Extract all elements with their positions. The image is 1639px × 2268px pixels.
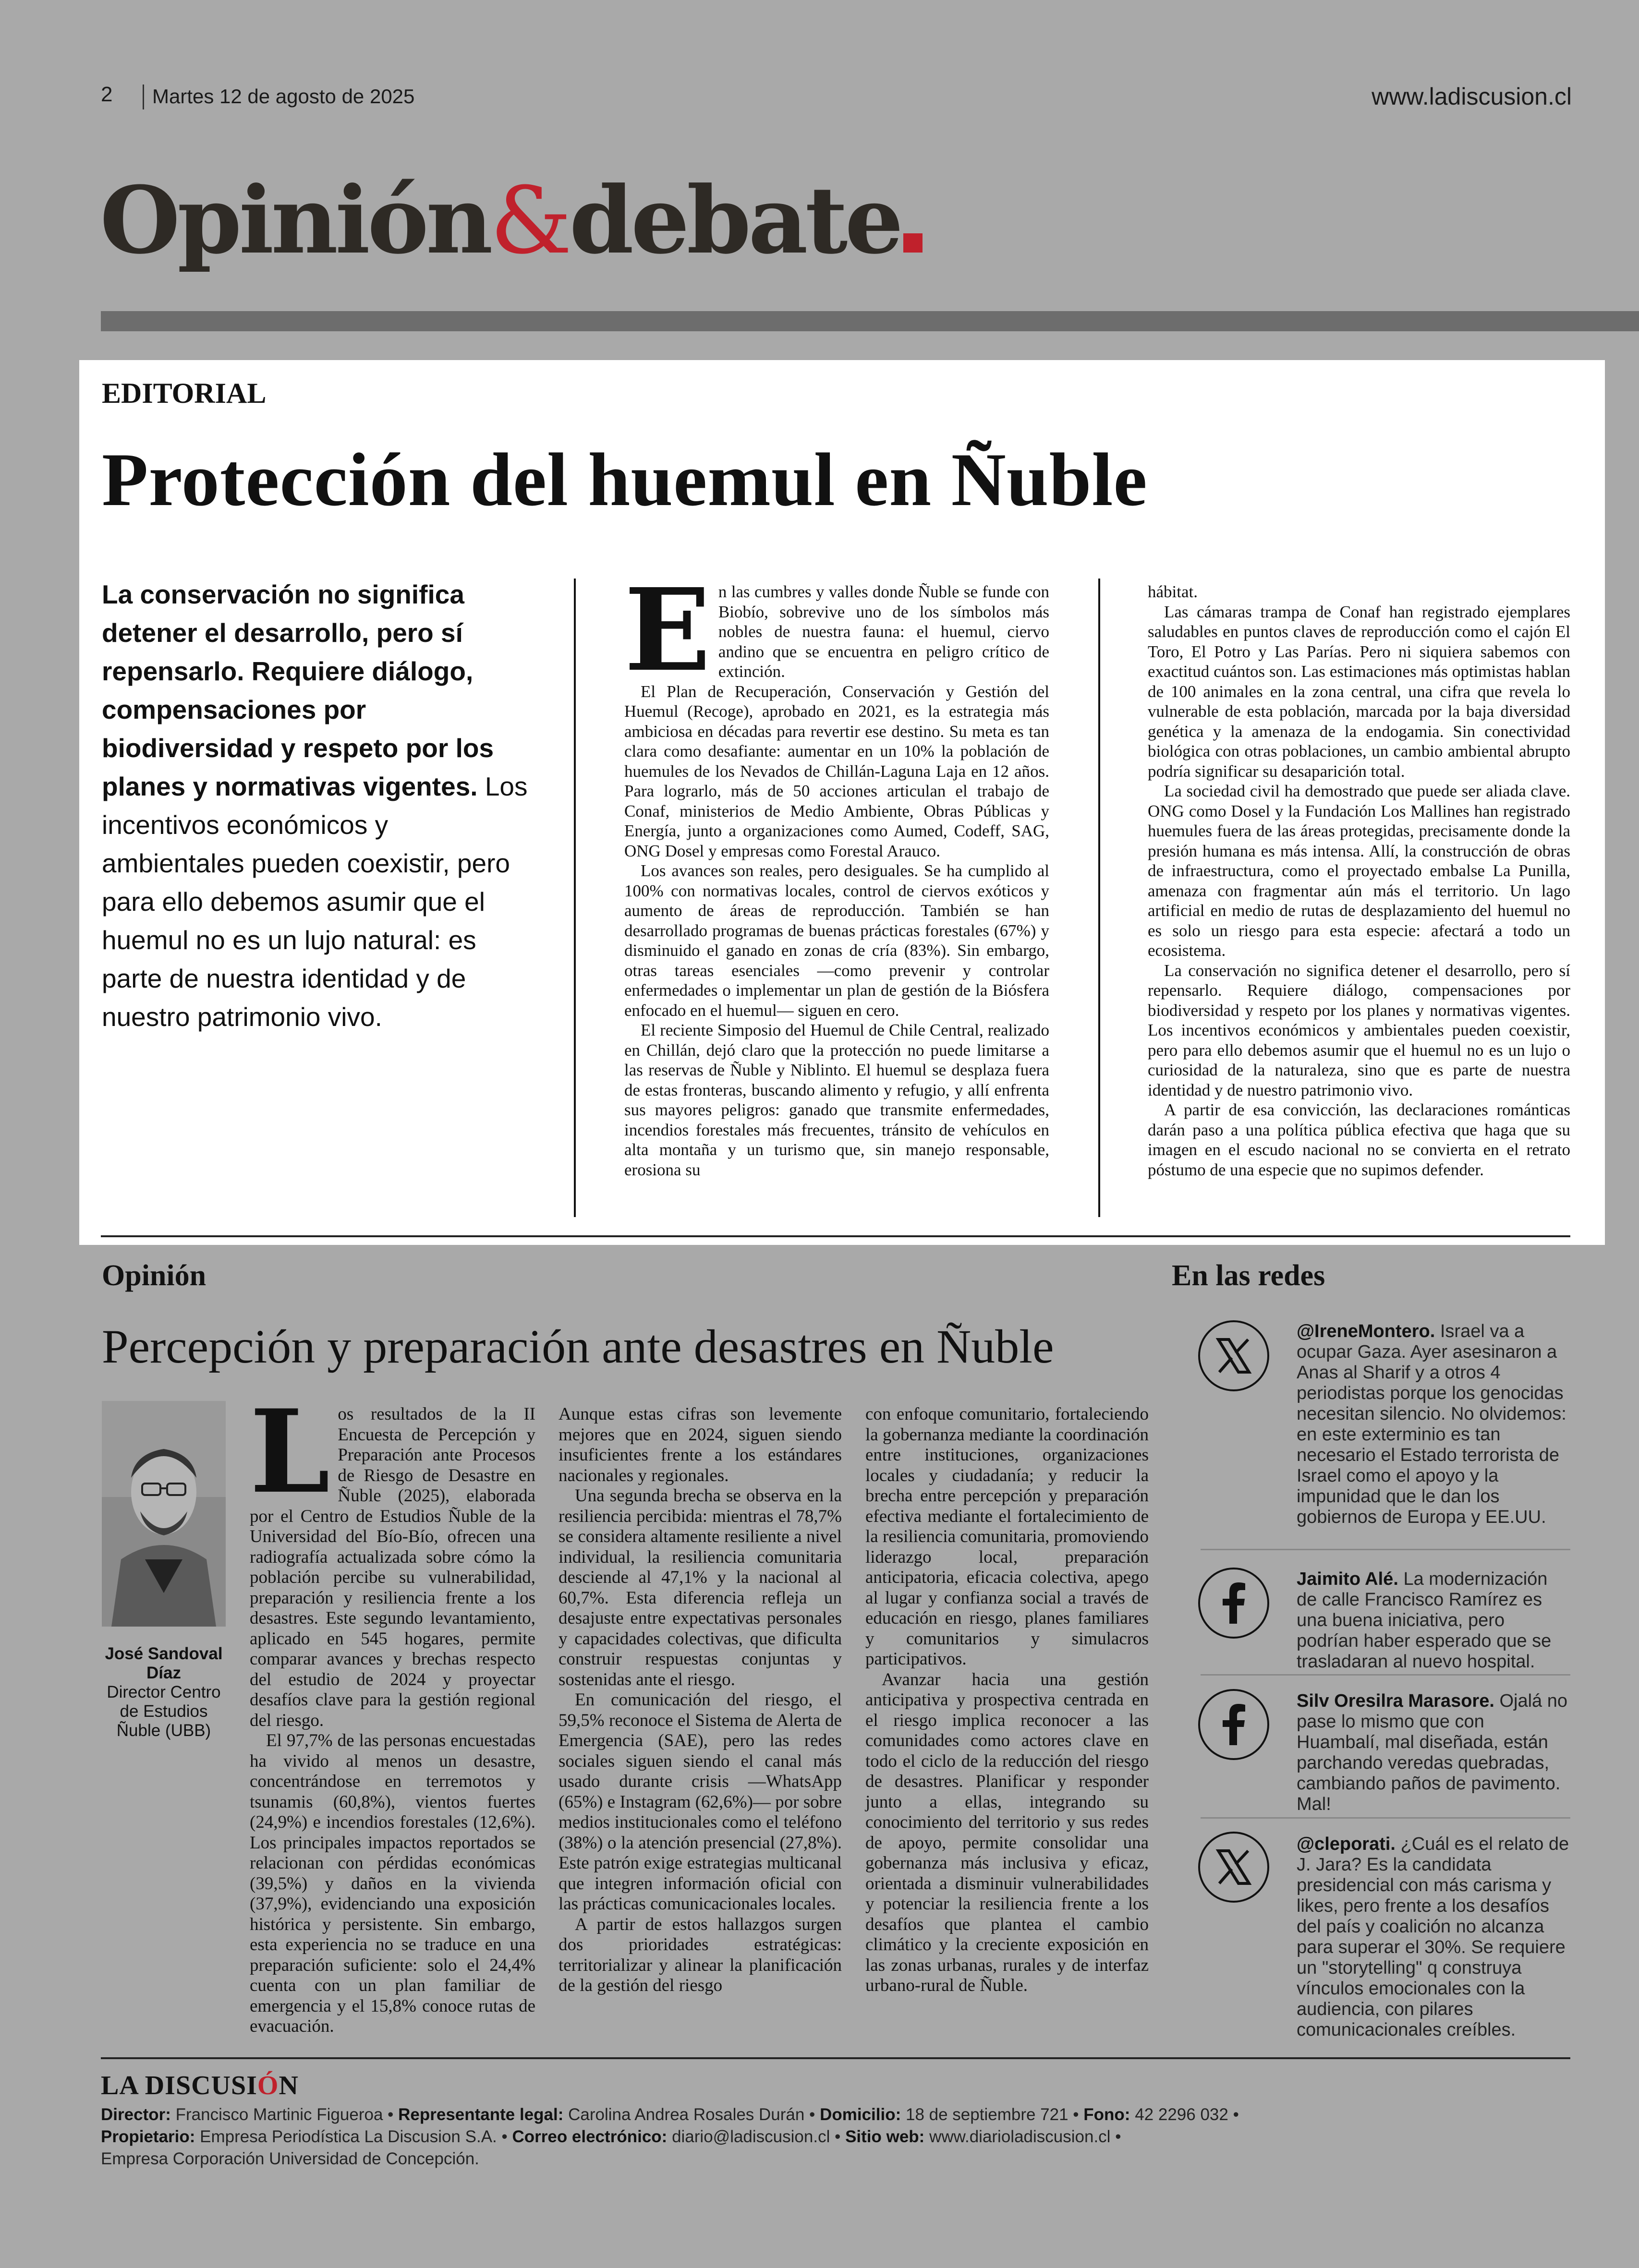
facebook-glyph: [1217, 1581, 1250, 1625]
author-photo-illustration: [102, 1401, 226, 1627]
footer-rule: [101, 2057, 1570, 2059]
editorial-kicker: EDITORIAL: [102, 377, 267, 409]
editorial-column-1: [624, 563, 1049, 1180]
footer-value: 42 2296 032: [1135, 2105, 1228, 2124]
editorial-paragraph: Las cámaras trampa de Conaf han registrado ejemplares saludables en puntos claves de reproducción como el cajón El Toro, El Potro y Las Parías. Pero ni siquiera sabemos con exactitud cuántos son. Las estimaciones más optimistas hablan de 100 animales en la zona central, una cifra que revela lo vulnerable de esta población, marcada por la baja diversidad genética y la amenaza de la endogamia. Sin conectividad biológica con otras poblaciones, un cambio ambiental abrupto podría significar su desaparición total.: [1148, 602, 1570, 781]
editorial-dropcap: E: [624, 563, 711, 697]
author-name: José Sandoval Díaz: [105, 1644, 223, 1682]
section-title-part1: Opinión: [100, 167, 490, 275]
header-divider: [143, 84, 144, 109]
social-post: [1297, 1691, 1570, 1815]
section-bar: [101, 311, 1639, 331]
social-post-text: Israel va a ocupar Gaza. Ayer asesinaron a Anas al Sharif y a otros 4 periodistas porque los genocidas necesitan silencio. No olvidemos: en este exterminio es tan necesario el Estado terrorista de Israel como el apoyo y la impunidad que le dan los gobiernos de Europa y EE.UU.: [1297, 1321, 1566, 1527]
footer-label: Sitio web:: [845, 2127, 925, 2146]
website-link[interactable]: www.ladiscusion.cl: [1372, 83, 1572, 110]
opinion-paragraph: con enfoque comunitario, fortaleciendo la gobernanza mediante la coordinación entre instituciones, organizaciones locales y ciudadanía; y reducir la brecha entre percepción y preparación efectiva mediante el fortalecimiento de la resiliencia comunitaria, promoviendo liderazgo local, preparación anticipatoria, eficacia colectiva, apego al lugar y confianza social a través de educación en riesgo, planes familiares y comunitarios y simulacros participativos.: [865, 1404, 1149, 1669]
social-post: [1297, 1834, 1570, 2040]
editorial-column-rule-2: [1098, 579, 1100, 1217]
section-title-ampersand: &: [490, 168, 570, 275]
x-logo-glyph: [1214, 1848, 1253, 1886]
editorial-title: Protección del huemul en Ñuble: [102, 438, 1148, 522]
author-photo: [102, 1401, 226, 1627]
facebook-icon[interactable]: [1198, 1689, 1269, 1760]
x-logo-glyph: [1214, 1337, 1253, 1375]
social-heading: En las redes: [1172, 1259, 1325, 1292]
author-role: Director Centro de Estudios Ñuble (UBB): [107, 1683, 221, 1740]
social-post-user[interactable]: @IreneMontero.: [1297, 1321, 1435, 1341]
editorial-lede-regular: Los incentivos económicos y ambientales pueden coexistir, pero para ello debemos asumir que el huemul no es un lujo natural: es parte de nuestra identidad y de nuestro patrimonio vivo.: [102, 772, 528, 1032]
editorial-bottom-rule: [101, 1235, 1570, 1237]
footer-label: Director:: [101, 2105, 171, 2124]
footer-email[interactable]: diario@ladiscusion.cl: [672, 2127, 830, 2146]
editorial-paragraph: El reciente Simposio del Huemul de Chile Central, realizado en Chillán, dejó claro que la protección no puede limitarse a las reservas de Ñuble y Niblinto. El huemul se desplaza fuera de estas fronteras, buscando alimento y refugio, y allí enfrenta sus mayores peligros: ganado que transmite enfermedades, incendios forestales más frecuentes, tránsito de vehículos en alta montaña y un turismo que, sin manejo responsable, erosiona su: [624, 1021, 1049, 1179]
opinion-paragraph: Aunque estas cifras son levemente mejores que en 2024, siguen siendo insuficientes frente a los estándares nacionales y regionales.: [558, 1404, 842, 1485]
social-post: [1297, 1321, 1570, 1528]
editorial-paragraph: A partir de esa convicción, las declaraciones románticas darán paso a una política pública efectiva que haga que su imagen en el escudo nacional no se convierta en el retrato póstumo de una especie que no supimos defender.: [1148, 1100, 1570, 1179]
social-post-user[interactable]: Silv Oresilra Marasore.: [1297, 1691, 1494, 1711]
social-post-text: La modernización de calle Francisco Ramírez es una buena iniciativa, pero podrían haber esperado que se trasladaran al nuevo hospital.: [1297, 1569, 1552, 1672]
x-logo-icon[interactable]: [1198, 1832, 1269, 1903]
opinion-paragraph: Avanzar hacia una gestión anticipativa y prospectiva centrada en el riesgo implica reconocer a las comunidades como actores clave en todo el ciclo de la reducción del riesgo de desastres. Planificar y responder junto a ellas, integrando su conocimiento del territorio y sus redes de apoyo, permite consolidar una gobernanza más inclusiva y eficaz, orientada a disminuir vulnerabilidades y potenciar la resiliencia frente a los desafíos que plantea el cambio climático y la creciente exposición en las zonas urbanas, rurales y de interfaz urbano-rural de Ñuble.: [865, 1669, 1149, 1995]
facebook-icon[interactable]: [1198, 1568, 1269, 1639]
footer-label: Propietario:: [101, 2127, 195, 2146]
logo-text: LA DISCUSI: [101, 2071, 257, 2100]
editorial-column-rule-1: [574, 579, 576, 1217]
opinion-title: Percepción y preparación ante desastres en Ñuble: [102, 1320, 1054, 1373]
footer-label: Domicilio:: [820, 2105, 901, 2124]
opinion-paragraph: A partir de estos hallazgos surgen dos prioridades estratégicas: territorializar y alinear la planificación de la gestión del riesgo: [558, 1914, 842, 1995]
social-post-user[interactable]: Jaimito Alé.: [1297, 1569, 1398, 1589]
footer-label: Fono:: [1083, 2105, 1130, 2124]
author-byline: [96, 1644, 231, 1740]
x-logo-icon[interactable]: [1198, 1320, 1269, 1391]
footer-value: 18 de septiembre 721: [906, 2105, 1068, 2124]
footer-credits: [101, 2104, 1590, 2170]
editorial-column-2: [1148, 582, 1570, 1180]
editorial-paragraph: La conservación no significa detener el desarrollo, pero sí repensarlo. Requiere diálogo, compensaciones por biodiversidad y respeto por los planes y normativas vigentes. Los incentivos económicos y ambientales pueden coexistir, pero para ello debemos asumir que el huemul no es un lujo o curiosidad de la naturaleza, sino que es parte de nuestra identidad y de nuestro patrimonio vivo.: [1148, 961, 1570, 1099]
social-post: [1297, 1569, 1570, 1672]
opinion-paragraph: En comunicación del riesgo, el 59,5% reconoce el Sistema de Alerta de Emergencia (SAE), pero las redes sociales siguen siendo el canal más usado durante crisis —WhatsApp (65%) e Instagram (62,6%)— por sobre medios institucionales como el teléfono (38%) o la atención presencial (27,8%). Este patrón exige estrategias multicanal que integren información oficial con las prácticas comunicacionales locales.: [558, 1690, 842, 1914]
page-number: 2: [101, 83, 113, 106]
footer-label: Representante legal:: [398, 2105, 564, 2124]
opinion-column-2: [558, 1404, 842, 1996]
section-title: [100, 166, 923, 277]
opinion-paragraph: os resultados de la II Encuesta de Percepción y Preparación ante Procesos de Riesgo de Desastre en Ñuble (2025), elaborada por el Centro de Estudios Ñuble de la Universidad del Bío-Bío, ofrecen una radiografía actualizada sobre cómo la población percibe su vulnerabilidad, preparación y resiliencia frente a los desastres. Este segundo levantamiento, aplicado en 545 hogares, permite comparar avances y brechas respecto del estudio de 2024 y proyectar desafíos clave para la gestión regional del riesgo.: [250, 1404, 535, 1730]
footer-value: Empresa Periodística La Discusion S.A.: [200, 2127, 497, 2146]
footer-line-2: Propietario: Empresa Periodística La Discusion S.A. • Correo electrónico: diario@ladiscusion.cl • Sitio web: www.diarioladiscusion.cl •: [101, 2127, 1121, 2146]
footer-line-1: Director: Francisco Martinic Figueroa • Representante legal: Carolina Andrea Rosales Durán • Domicilio: 18 de septiembre 721 • Fono: 42 2296 032 •: [101, 2105, 1239, 2124]
opinion-column-1: [250, 1385, 535, 2037]
newspaper-logo: [101, 2070, 299, 2101]
opinion-dropcap: L: [250, 1385, 330, 1519]
footer-label: Correo electrónico:: [512, 2127, 668, 2146]
section-title-red-dot: [903, 233, 923, 253]
issue-date: Martes 12 de agosto de 2025: [152, 85, 415, 108]
section-title-part2: debate: [569, 167, 901, 275]
editorial-paragraph: hábitat.: [1148, 582, 1198, 601]
footer-value: Carolina Andrea Rosales Durán: [568, 2105, 805, 2124]
footer-website[interactable]: www.diarioladiscusion.cl: [929, 2127, 1111, 2146]
social-post-user[interactable]: @cleporati.: [1297, 1834, 1396, 1854]
social-divider: [1201, 1817, 1570, 1819]
social-divider: [1201, 1674, 1570, 1676]
editorial-paragraph: El Plan de Recuperación, Conservación y Gestión del Huemul (Recoge), aprobado en 2021, es la estrategia más ambiciosa en décadas para revertir ese destino. Su meta es tan clara como desafiante: aumentar en un 10% la población de huemules de los Nevados de Chillán-Laguna Laja en 12 años. Para lograrlo, más de 50 acciones articulan el trabajo de Conaf, ministerios de Medio Ambiente, Obras Públicas y Energía, junto a organizaciones como Aumed, Codeff, SAG, ONG Dosel y empresas como Forestal Arauco.: [624, 682, 1049, 860]
logo-accent: Ó: [257, 2071, 279, 2100]
facebook-glyph: [1217, 1703, 1250, 1746]
footer-line-3: Empresa Corporación Universidad de Concepción.: [101, 2149, 479, 2168]
editorial-lede: [102, 575, 534, 1036]
social-post-text: Ojalá no pase lo mismo que con Huambalí, mal diseñada, están parchando veredas quebradas, cambiando paños de pavimento. Mal!: [1297, 1691, 1568, 1814]
footer-value: Francisco Martinic Figueroa: [175, 2105, 383, 2124]
opinion-paragraph: El 97,7% de las personas encuestadas ha vivido al menos un desastre, concentrándose en terremotos y tsunamis (60,8%), vientos fuertes (24,9%) e incendios forestales (12,6%). Los principales impactos reportados se relacionan con pérdidas económicas (39,5%) y daños en la vivienda (37,9%), evidenciando una exposición histórica y persistente. Sin embargo, esta experiencia no se traduce en una preparación suficiente: solo el 24,4% cuenta con un plan familiar de emergencia y el 15,8% conoce rutas de evacuación.: [250, 1731, 535, 2036]
editorial-lede-bold: La conservación no significa detener el desarrollo, pero sí repensarlo. Requiere diálogo, compensaciones por biodiversidad y respeto por los planes y normativas vigentes.: [102, 579, 494, 801]
opinion-column-3: [865, 1404, 1149, 1996]
social-divider: [1201, 1549, 1570, 1550]
opinion-paragraph: Una segunda brecha se observa en la resiliencia percibida: mientras el 78,7% se considera altamente resiliente a nivel individual, la resiliencia comunitaria desciende al 47,1% y la nacional al 60,7%. Esta diferencia refleja un desajuste entre expectativas personales y capacidades colectivas, que dificulta construir respuestas conjuntas y sostenidas ante el riesgo.: [558, 1486, 842, 1689]
editorial-paragraph: n las cumbres y valles donde Ñuble se funde con Biobío, sobrevive uno de los símbolos más nobles de nuestra fauna: el huemul, ciervo andino que se encuentra en peligro crítico de extinción.: [718, 582, 1049, 681]
opinion-kicker: Opinión: [102, 1259, 206, 1292]
logo-text-end: N: [279, 2071, 299, 2100]
editorial-paragraph: La sociedad civil ha demostrado que puede ser aliada clave. ONG como Dosel y la Fundación Los Mallines han registrado huemules fuera de las áreas protegidas, precisamente donde la presión humana es más intensa. Allí, la construcción de obras de infraestructura, como el proyectado embalse La Punilla, amenaza con fragmentar aún más el territorio. Un lago artificial en medio de rutas de desplazamiento del huemul no es solo un riesgo para esta especie: afectará a todo un ecosistema.: [1148, 782, 1570, 960]
editorial-paragraph: Los avances son reales, pero desiguales. Se ha cumplido al 100% con normativas locales, control de ciervos exóticos y aumento de áreas de reproducción. También se han desarrollado programas de buenas prácticas forestales (67%) y disminuido el ganado en zonas de cría (83%). Sin embargo, otras tareas esenciales —como prevenir y controlar enfermedades o implementar un plan de gestión de la Biósfera enfocado en el huemul— siguen en cero.: [624, 861, 1049, 1020]
social-post-text: ¿Cuál es el relato de J. Jara? Es la candidata presidencial con más carisma y likes, pero frente a los desafíos del país y coalición no alcanza para superar el 30%. Se requiere un "storytelling" q construya vínculos emocionales con la audiencia, con pilares comunicacionales creíbles.: [1297, 1834, 1569, 2040]
